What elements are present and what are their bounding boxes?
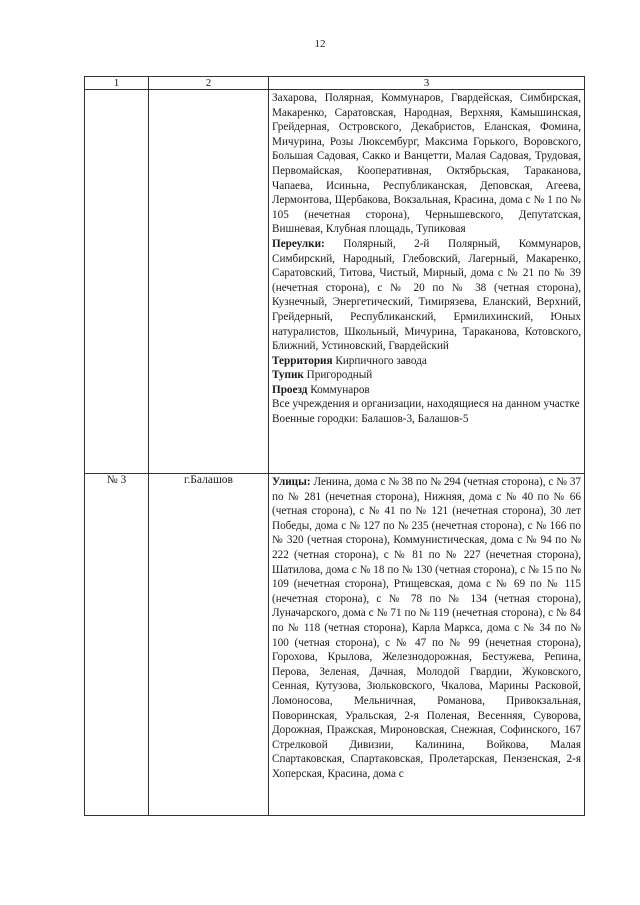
- table-row: [85, 474, 585, 816]
- lanes-paragraph: [272, 237, 581, 354]
- passage-paragraph: [272, 383, 581, 398]
- column-header: 3: [269, 77, 585, 90]
- streets-paragraph: [272, 475, 581, 781]
- table-row: [85, 90, 585, 474]
- column-header: 1: [85, 77, 149, 90]
- deadend-text: Пригородный: [306, 369, 373, 382]
- territory-paragraph: [272, 354, 581, 369]
- deadend-paragraph: [272, 368, 581, 383]
- districts-table: [84, 76, 585, 816]
- streets-text: Ленина, дома с № 38 по № 294 (четная сторона), с № 37 по № 281 (нечетная сторона), Нижняя, дома с № 40 по № 66 (четная сторона), с № 41 по № 121 (нечетная сторона), 30 лет Победы, дома с № 127 по № 235 (нечетная сторона), с № 166 по № 320 (четная сторона), Коммунистическая, дома с № 94 по № 222 (четная сторона), с № 81 по № 227 (нечетная сторона), Шатилова, дома с № 18 по № 130 (четная сторона), с № 15 по № 109 (нечетная сторона), Ртищевская, дома с № 69 по № 115 (нечетная сторона), с № 78 по № 134 (четная сторона), Луначарского, дома с № 71 по № 119 (нечетная сторона), с № 84 по № 118 (четная сторона), Карла Маркса, дома с № 34 по № 100 (четная сторона), с № 47 по № 99 (нечетная сторона), Горохова, Крылова, Железнодорожная, Бестужева, Репина, Перова, Зеленая, Дачная, Молодой Гвардии, Жуковского, Сенная, Кутузова, Зюльковского, Чкалова, Марины Расковой, Ломоносова, Мельничная, Романова, Привокзальная, Поворинская, Уральская, 2-я Поленая, Весенняя, Суворова, Дорожная, Пражская, Мироновская, Снежная, Софинского, 167 Стрелковой Дивизии, Калинина, Войкова, Малая Спартаковская, Спартаковская, Пролетарская, Пензенская, 2-я Хоперская, Красина, дома с: [272, 476, 582, 780]
- territory-label: Территория: [272, 354, 333, 367]
- city-cell: г.Балашов: [149, 474, 269, 816]
- address-cell: [269, 90, 585, 474]
- lanes-text: Полярный, 2-й Полярный, Коммунаров, Симбирский, Народный, Глебовский, Лагерный, Макаренко, Саратовский, Титова, Чистый, Мирный, дома с № 21 по № 39 (нечетная сторона), с № 20 по № 38 (четная сторона), Кузнечный, Энергетический, Тимирязева, Еланский, Верхний, Грейдерный, Республиканский, Ермилихинский, Юных натуралистов, Школьный, Мичурина, Тараканова, Котовского, Ближний, Устиновский, Гвардейский: [272, 237, 581, 353]
- page-number: 12: [314, 38, 326, 50]
- district-number-cell: № 3: [85, 474, 149, 816]
- streets-label: Улицы:: [272, 476, 311, 488]
- column-header: 2: [149, 77, 269, 90]
- streets-text: Захарова, Полярная, Коммунаров, Гвардейская, Симбирская, Макаренко, Саратовская, Народная, Верхняя, Камышинская, Грейдерная, Островского, Декабристов, Еланская, Фомина, Мичурина, Розы Люксембург, Максима Горького, Воровского, Большая Садовая, Сакко и Ванцетти, Малая Садовая, Трудовая, Первомайская, Кооперативная, Октябрьская, Тараканова, Чапаева, Исиньна, Республиканская, Деповская, Агеева, Лермонтова, Щербакова, Вокзальная, Красина, дома с № 1 по № 105 (нечетная сторона), Чернышевского, Депутатская, Вишневая, Клубная площадь, Тупиковая: [272, 92, 581, 236]
- deadend-label: Тупик: [272, 369, 304, 382]
- military-towns-text: Военные городки: Балашов-3, Балашов-5: [272, 413, 469, 426]
- table-header-row: [85, 77, 585, 90]
- city-cell: [149, 90, 269, 474]
- district-number-cell: [85, 90, 149, 474]
- territory-text: Кирпичного завода: [335, 354, 427, 367]
- lanes-label: Переулки:: [272, 237, 325, 250]
- institutions-text: Все учреждения и организации, находящиеся на данном участке: [272, 398, 580, 411]
- passage-label: Проезд: [272, 383, 308, 396]
- passage-text: Коммунаров: [310, 383, 370, 396]
- address-cell: [269, 474, 585, 816]
